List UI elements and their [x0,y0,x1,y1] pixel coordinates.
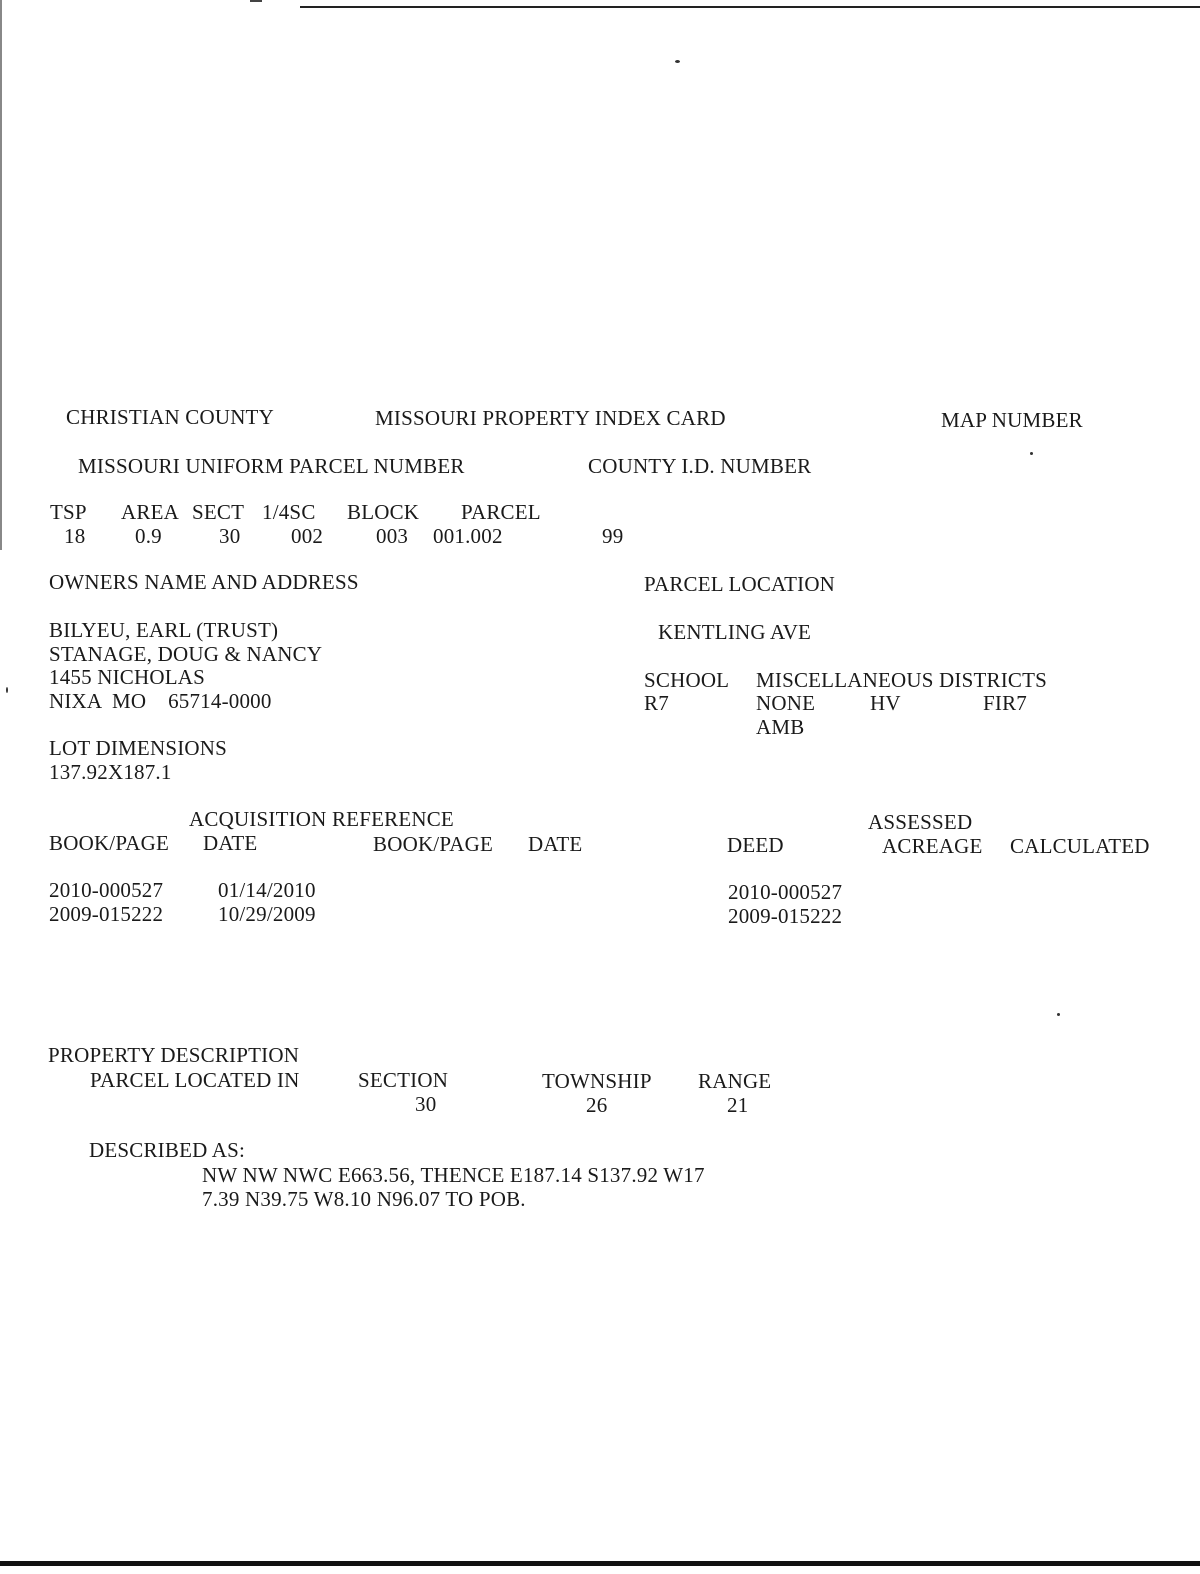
acquisition-heading: ACQUISITION REFERENCE [189,807,454,831]
misc-district: FIR7 [983,691,1027,715]
parcel-location-value: KENTLING AVE [658,620,812,644]
acquisition-deed: 2009-015222 [728,904,843,928]
column-header: BOOK/PAGE [373,832,494,856]
range-value: 21 [727,1093,749,1117]
column-header: CALCULATED [1010,834,1150,858]
scan-edge-mark [250,0,262,2]
parcel-header: PARCEL [461,500,541,524]
scan-speck [1030,452,1033,455]
described-as-label: DESCRIBED AS: [89,1138,246,1162]
owner-line: STANAGE, DOUG & NANCY [49,642,323,666]
tsp-header: TSP [50,500,87,524]
column-header: DEED [727,833,784,857]
owners-label: OWNERS NAME AND ADDRESS [49,570,359,594]
sect-value: 30 [219,524,241,548]
block-value: 003 [376,524,409,548]
area-header: AREA [121,500,179,524]
range-label: RANGE [698,1069,772,1093]
scan-speck [675,60,680,63]
owner-line: 1455 NICHOLAS [49,665,206,689]
school-label: SCHOOL [644,668,730,692]
parcel-value: 001.002 [433,524,503,548]
acquisition-book-page: 2010-000527 [49,878,164,902]
county-name: CHRISTIAN COUNTY [66,405,274,429]
school-value: R7 [644,691,669,715]
scan-speck [1057,1013,1060,1016]
tsp-value: 18 [64,524,86,548]
uniform-parcel-label: MISSOURI UNIFORM PARCEL NUMBER [78,454,465,478]
section-label: SECTION [358,1068,449,1092]
area-value: 0.9 [135,524,162,548]
acquisition-deed: 2010-000527 [728,880,843,904]
misc-district: HV [870,691,901,715]
column-header: ACREAGE [882,834,983,858]
map-number-label: MAP NUMBER [941,408,1083,432]
acquisition-date: 01/14/2010 [218,878,316,902]
scan-speck [6,687,8,693]
legal-description-line: NW NW NWC E663.56, THENCE E187.14 S137.92 W17 [202,1163,705,1187]
section-value: 30 [415,1092,437,1116]
township-value: 26 [586,1093,608,1117]
block-header: BLOCK [347,500,420,524]
misc-district: AMB [756,715,805,739]
property-description-label: PROPERTY DESCRIPTION [48,1043,300,1067]
quarter-section-header: 1/4SC [262,500,316,524]
county-id-value: 99 [602,524,624,548]
acquisition-date: 10/29/2009 [218,902,316,926]
lot-dimensions-value: 137.92X187.1 [49,760,172,784]
lot-dimensions-label: LOT DIMENSIONS [49,736,227,760]
column-header: DATE [203,831,258,855]
column-header: BOOK/PAGE [49,831,170,855]
scan-edge-left [0,0,2,550]
owner-line: BILYEU, EARL (TRUST) [49,618,279,642]
parcel-location-label: PARCEL LOCATION [644,572,836,596]
scan-edge-top [300,6,1200,8]
county-id-label: COUNTY I.D. NUMBER [588,454,812,478]
misc-district: NONE [756,691,816,715]
township-label: TOWNSHIP [542,1069,652,1093]
card-title: MISSOURI PROPERTY INDEX CARD [375,406,726,430]
assessed-label: ASSESSED [868,810,973,834]
column-header: DATE [528,832,583,856]
misc-districts-label: MISCELLANEOUS DISTRICTS [756,668,1048,692]
scan-edge-bottom [0,1561,1200,1566]
parcel-located-label: PARCEL LOCATED IN [90,1068,300,1092]
quarter-section-value: 002 [291,524,324,548]
owner-line: NIXA MO 65714-0000 [49,689,272,713]
sect-header: SECT [192,500,245,524]
acquisition-book-page: 2009-015222 [49,902,164,926]
legal-description-line: 7.39 N39.75 W8.10 N96.07 TO POB. [202,1187,526,1211]
